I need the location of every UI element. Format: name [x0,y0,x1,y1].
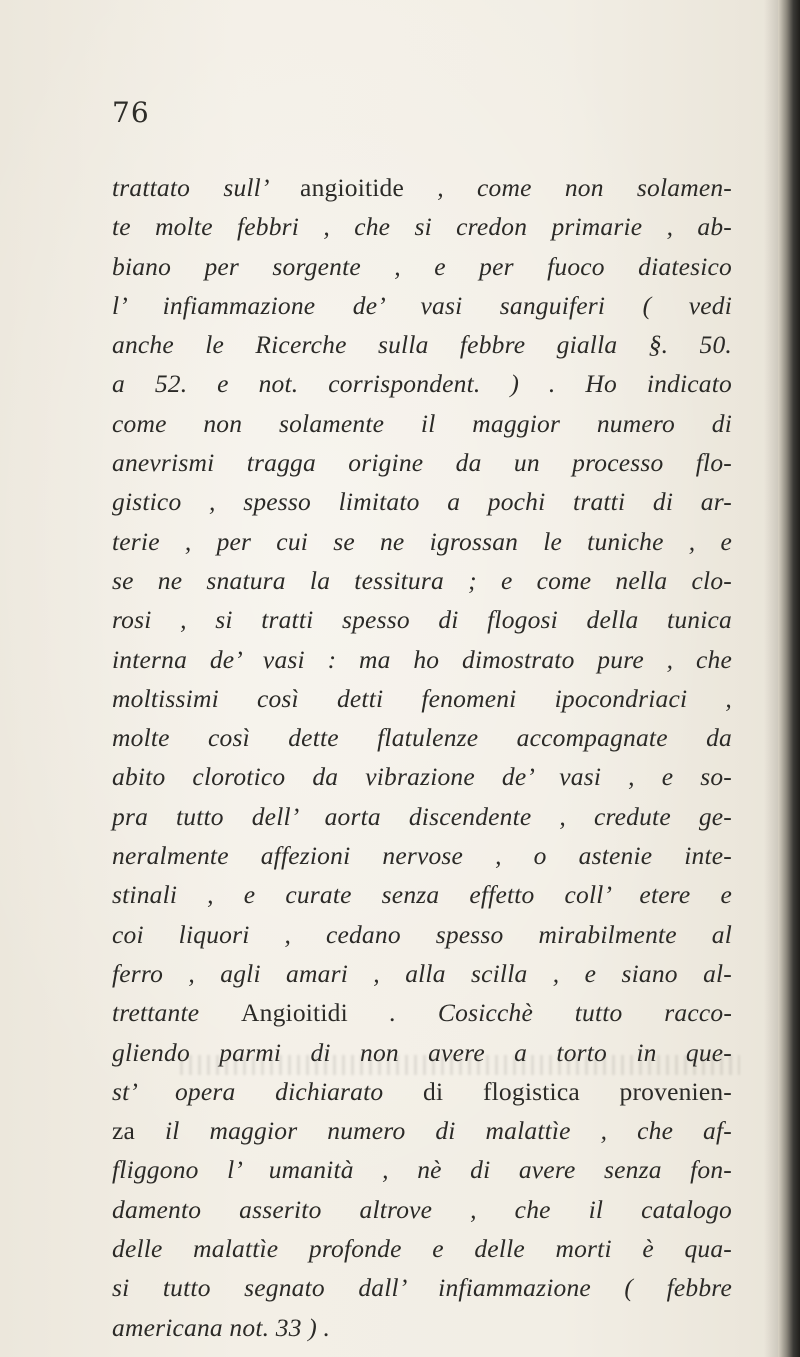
text-segment: l’ infiammazione de’ vasi sanguiferi ( vedi [112,290,732,320]
text-line [112,718,732,757]
text-line [112,1268,732,1307]
text-line [112,679,732,718]
text-line [112,1229,732,1268]
text-segment: moltissimi così detti fenomeni ipocondriaci , [112,683,732,713]
text-segment: anche le Ricerche sulla febbre gialla §. 50. [112,330,732,360]
text-segment: pra tutto dell’ aorta discendente , credute ge- [112,801,732,831]
text-segment: ferro , agli amari , alla scilla , e siano al- [112,958,732,988]
text-segment: rosi , si tratti spesso di flogosi della tunica [112,605,732,635]
text-segment: biano per sorgente , e per fuoco diatesico [112,251,732,281]
text-segment: gistico , spesso limitato a pochi tratti di ar- [112,487,732,517]
text-line [112,168,732,207]
text-segment: , come non solamen- [404,173,732,202]
text-segment: neralmente affezioni nervose , o astenie inte- [112,841,732,871]
text-line [112,247,732,286]
text-line [112,443,732,482]
text-segment: . Cosicchè tutto racco- [347,998,733,1028]
text-line [112,404,732,443]
text-segment: coi liquori , cedano spesso mirabilmente al [112,919,732,949]
text-line [112,1308,732,1347]
text-line [112,797,732,836]
binding-gutter [778,0,800,1357]
text-line [112,1150,732,1189]
text-segment: Angioitidi [241,998,348,1028]
text-line [112,1072,732,1111]
text-segment: il maggior numero di malattìe , che af- [164,1116,732,1146]
binding-shadow [764,0,778,1357]
text-segment: se ne snatura la tessitura ; e come nella clo- [112,565,732,595]
text-segment: delle malattìe profonde e delle morti è qua- [112,1234,732,1264]
text-line [112,993,732,1032]
show-through-ink [180,1055,740,1075]
text-segment: trattato sull’ [112,173,301,202]
text-segment: molte così dette flatulenze accompagnate da [112,723,732,753]
page-number: 76 [112,96,150,129]
text-segment: st’ opera dichiarato [112,1076,424,1106]
text-segment: te molte febbri , che si credon primarie , ab- [112,212,732,242]
text-line [112,836,732,875]
text-line [112,522,732,561]
text-segment: damento asserito altrove , che il catalogo [112,1194,732,1224]
text-line [112,561,732,600]
text-segment: anevrismi tragga origine da un processo flo- [112,448,732,478]
text-line [112,1111,732,1150]
text-segment: terie , per cui se ne igrossan le tuniche , e [112,526,732,556]
text-segment: di flogistica provenien- [423,1076,732,1106]
text-segment: si tutto segnato dall’ infiammazione ( febbre [112,1273,732,1303]
text-line [112,207,732,246]
text-line [112,1190,732,1229]
text-line [112,600,732,639]
text-line [112,286,732,325]
text-segment: trettante [112,998,242,1028]
text-segment: fliggono l’ umanità , nè di avere senza fon- [112,1155,732,1185]
text-segment: angioitide [300,173,405,202]
text-segment: come non solamente il maggior numero di [112,408,732,438]
text-line [112,954,732,993]
text-segment: gliendo parmi di non avere a torto in que- [112,1037,732,1067]
text-line [112,757,732,796]
text-line [112,875,732,914]
text-segment: stinali , e curate senza effetto coll’ etere e [112,880,732,910]
text-segment: americana not. 33 ) . [112,1312,331,1342]
text-line [112,325,732,364]
text-line [112,640,732,679]
text-segment: abito clorotico da vibrazione de’ vasi , e so- [112,762,732,792]
text-segment: a 52. e not. corrispondent. ) . Ho indicato [112,369,732,399]
text-line [112,482,732,521]
text-segment: interna de’ vasi : ma ho dimostrato pure , che [112,644,732,674]
body-text [112,168,732,1347]
text-segment: za [112,1116,165,1146]
text-line [112,364,732,403]
text-line [112,915,732,954]
